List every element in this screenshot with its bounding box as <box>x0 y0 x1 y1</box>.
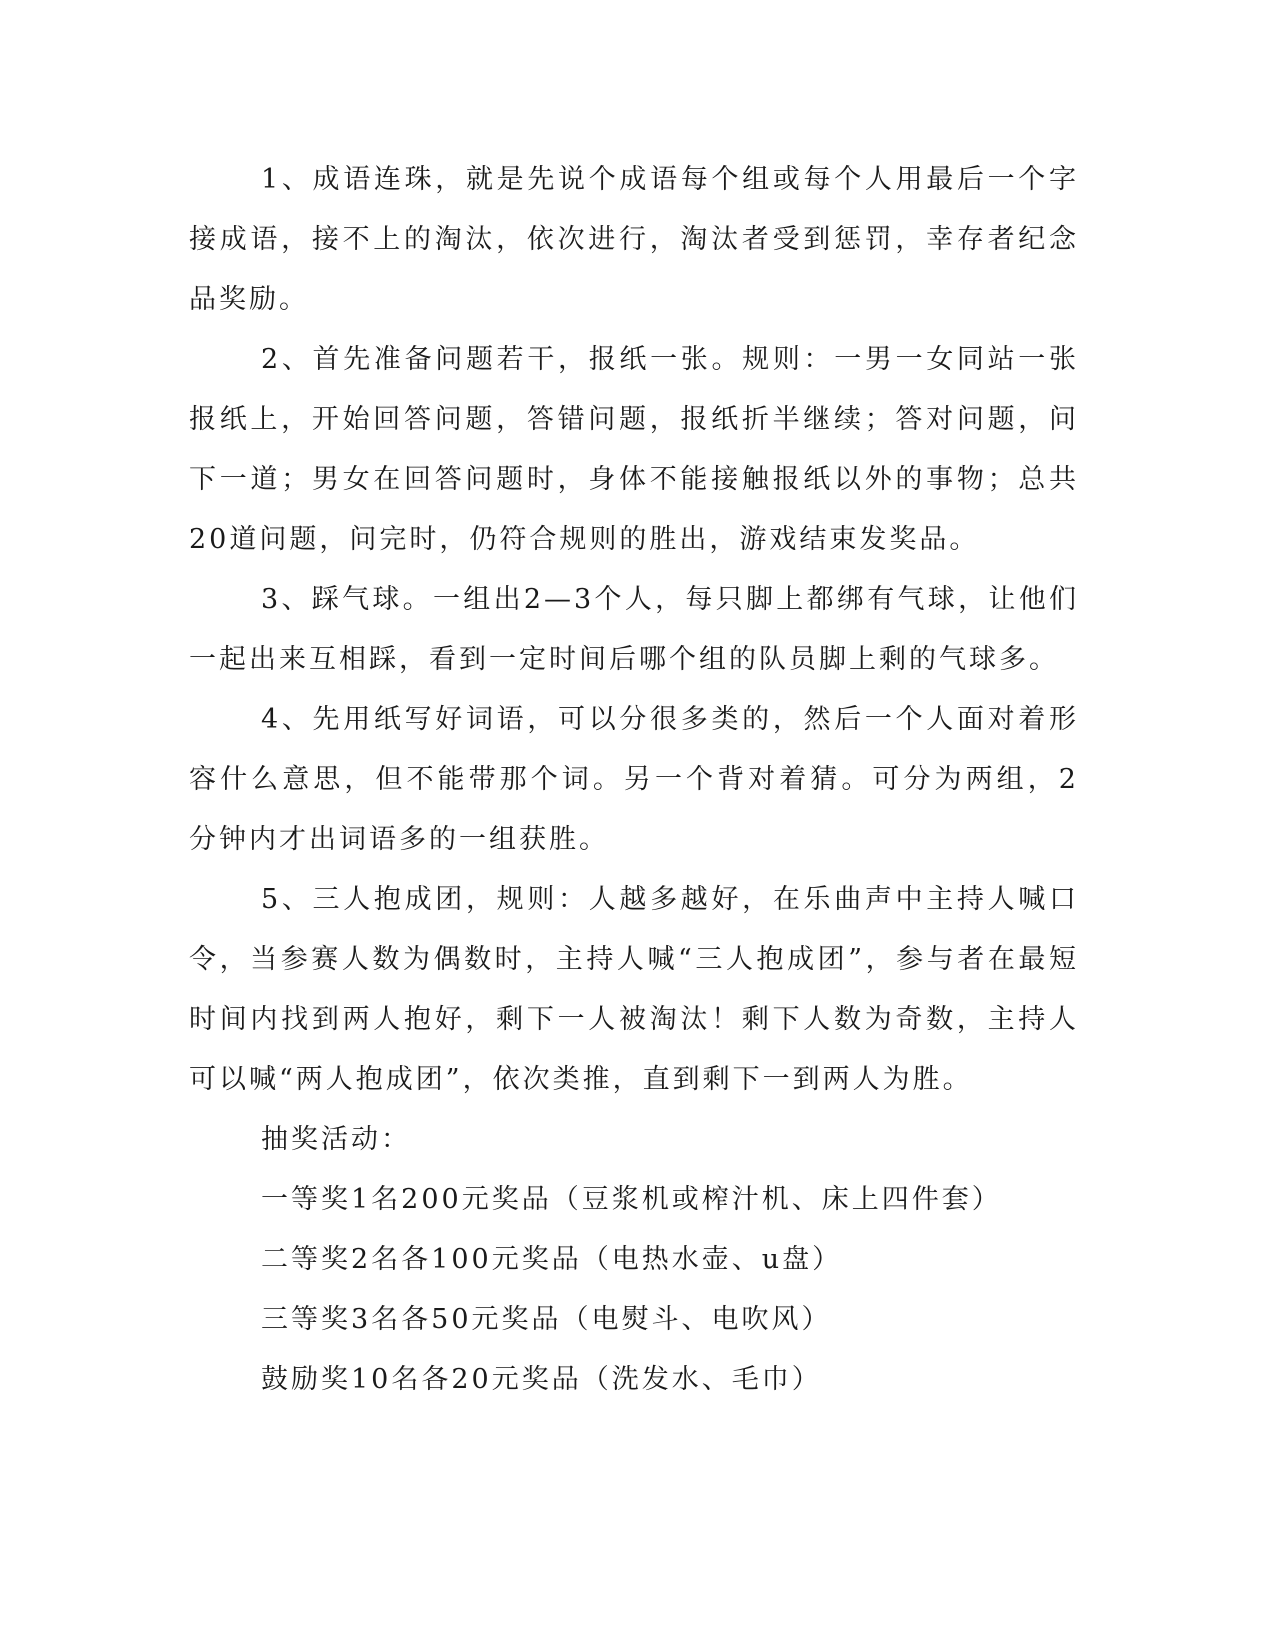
game-rule-5: 5、三人抱成团，规则：人越多越好，在乐曲声中主持人喊口令，当参赛人数为偶数时，主持人喊“三人抱成团”，参与者在最短时间内找到两人抱好，剩下一人被淘汰！剩下人数为奇数，主持人可以喊“两人抱成团”，依次类推，直到剩下一到两人为胜。 <box>189 884 1079 1095</box>
prize-second: 二等奖2名各100元奖品（电热水壶、u盘） <box>261 1244 843 1275</box>
prize-third: 三等奖3名各50元奖品（电熨斗、电吹风） <box>261 1304 832 1335</box>
document-body <box>189 150 1079 1410</box>
lottery-title: 抽奖活动： <box>261 1124 411 1155</box>
game-rule-3: 3、踩气球。一组出2—3个人，每只脚上都绑有气球，让他们一起出来互相踩，看到一定时间后哪个组的队员脚上剩的气球多。 <box>189 584 1079 675</box>
game-rule-4: 4、先用纸写好词语，可以分很多类的，然后一个人面对着形容什么意思，但不能带那个词。另一个背对着猜。可分为两组，2分钟内才出词语多的一组获胜。 <box>189 704 1079 855</box>
prize-first: 一等奖1名200元奖品（豆浆机或榨汁机、床上四件套） <box>261 1184 1002 1215</box>
game-rule-1: 1、成语连珠，就是先说个成语每个组或每个人用最后一个字接成语，接不上的淘汰，依次进行，淘汰者受到惩罚，幸存者纪念品奖励。 <box>189 164 1079 315</box>
game-rule-2: 2、首先准备问题若干，报纸一张。规则：一男一女同站一张报纸上，开始回答问题，答错问题，报纸折半继续；答对问题，问下一道；男女在回答问题时，身体不能接触报纸以外的事物；总共20道问题，问完时，仍符合规则的胜出，游戏结束发奖品。 <box>189 344 1079 555</box>
prize-encouragement: 鼓励奖10名各20元奖品（洗发水、毛巾） <box>261 1364 822 1395</box>
